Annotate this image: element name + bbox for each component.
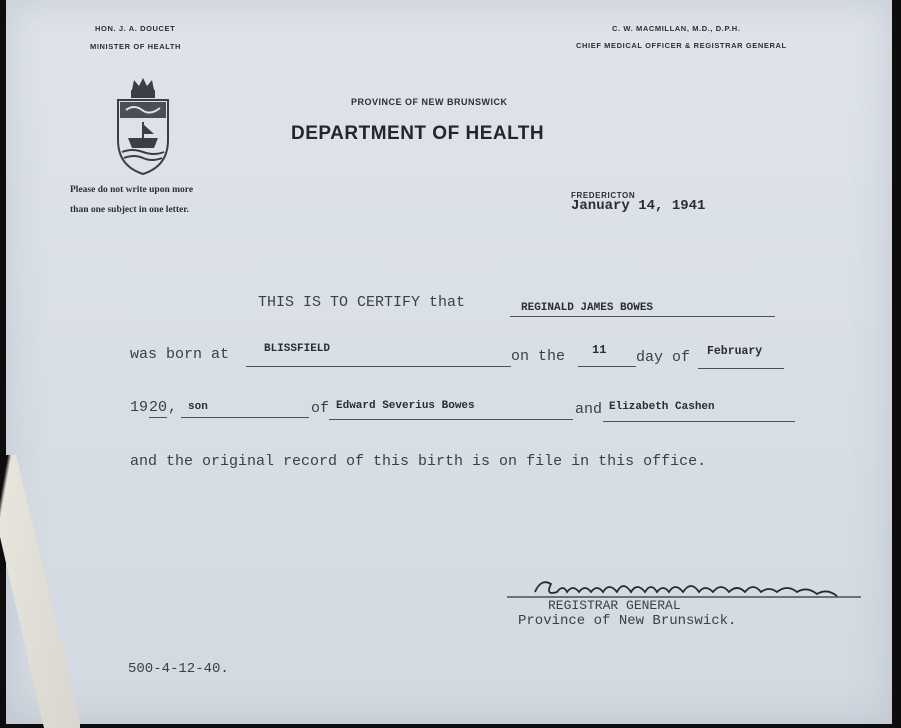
father-name: Edward Severius Bowes [336,400,475,412]
month-underline [698,368,784,369]
on-the-label: on the [511,348,566,365]
province-line: Province of New Brunswick. [518,613,737,629]
birth-month: February [707,345,763,358]
certify-intro: THIS IS TO CERTIFY that [258,294,466,311]
registrar-title: REGISTRAR GENERAL [548,598,681,613]
note-line-2: than one subject in one letter. [70,205,189,215]
minister-title: MINISTER OF HEALTH [90,42,182,51]
father-underline [329,419,573,420]
day-of-label: day of [636,349,691,366]
name-underline [510,316,775,317]
relation: son [188,401,208,413]
mother-underline [603,421,795,422]
officer-name: C. W. MACMILLAN, M.D., D.P.H. [612,24,741,33]
place-underline [246,366,511,367]
minister-name: HON. J. A. DOUCET [95,24,176,33]
and-label: and [575,401,603,418]
closing-statement: and the original record of this birth is on file in this office. [130,453,707,470]
department-title: DEPARTMENT OF HEALTH [291,123,545,144]
day-underline [578,366,636,367]
birth-day: 11 [592,343,607,357]
relation-underline [181,417,309,418]
year-comma: , [168,399,178,416]
year-suffix: 20 [149,399,168,416]
of-label: of [311,400,330,417]
letter-date: January 14, 1941 [571,198,706,214]
mother-name: Elizabeth Cashen [609,401,715,413]
year-prefix: 19 [130,399,149,416]
child-name: REGINALD JAMES BOWES [521,302,654,314]
province-heading: PROVINCE OF NEW BRUNSWICK [351,97,508,107]
coat-of-arms-icon [114,76,172,176]
year-underline [149,417,167,418]
birth-place: BLISSFIELD [264,343,331,355]
city: FREDERICTON [571,191,636,200]
note-line-1: Please do not write upon more [70,185,194,195]
born-at-label: was born at [130,346,230,363]
officer-title: CHIEF MEDICAL OFFICER & REGISTRAR GENERAL [576,41,787,50]
form-number: 500-4-12-40. [128,661,229,677]
